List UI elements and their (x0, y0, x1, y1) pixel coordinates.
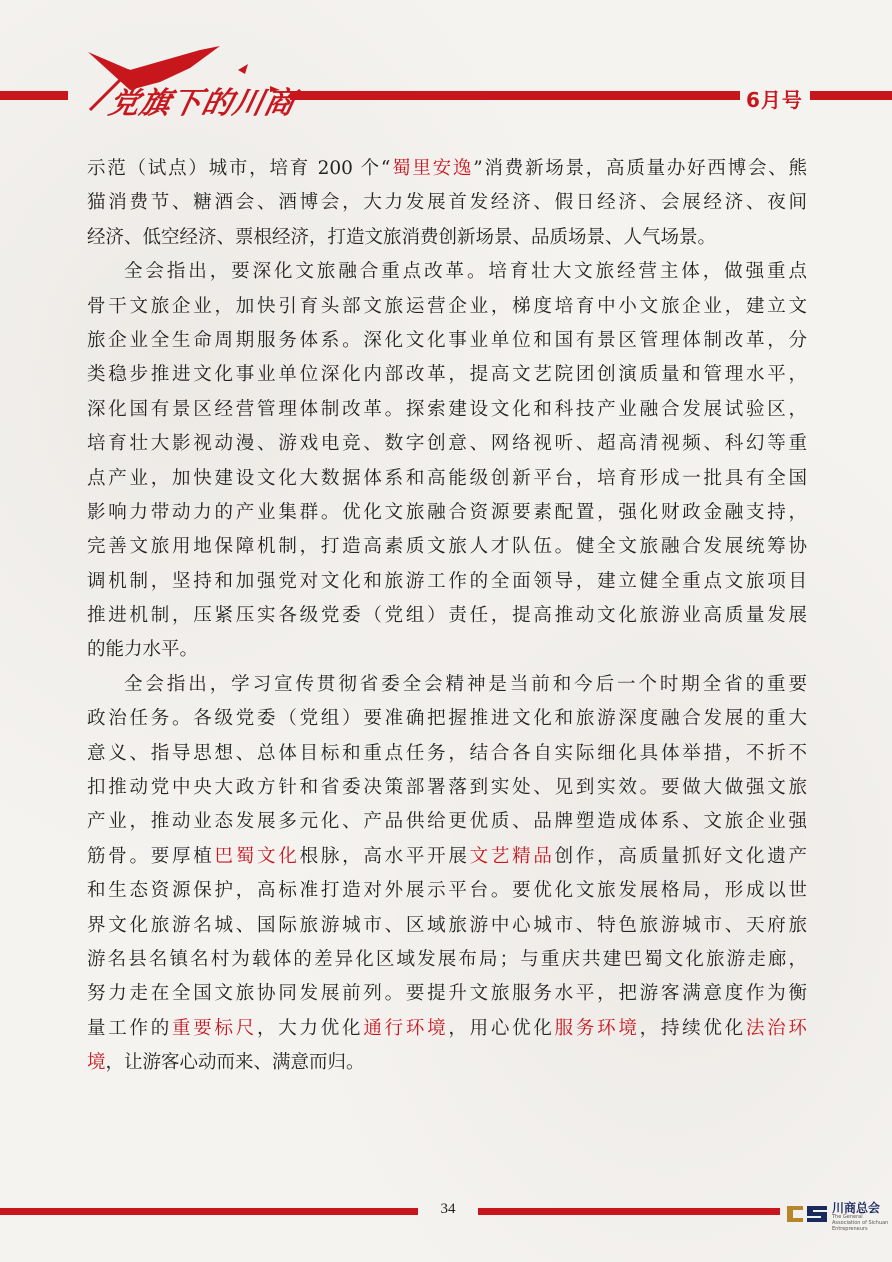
text-segment: ，让游客心动而来、满意而归。 (105, 1052, 365, 1074)
text-segment: 经济、低空经济、票根经济，打造文旅消费创新场景、品质场景、人气场景。 (87, 226, 717, 248)
text-segment: ”消费新场景，高质量办好西博会、熊 (473, 158, 807, 179)
highlighted-phrase: 重要标尺 (172, 1017, 258, 1039)
text-segment: 示范（试点）城市，培育 200 个“ (87, 158, 391, 179)
highlighted-phrase: 服务环境 (554, 1017, 640, 1039)
header-rule-right (810, 91, 892, 100)
article-body (87, 152, 807, 1081)
text-segment: 完善文旅用地保障机制，打造高素质文旅人才队伍。健全文旅融合发展统筹协 (87, 536, 807, 558)
text-line (87, 633, 807, 667)
highlighted-phrase: 通行环境 (363, 1017, 449, 1039)
text-segment: 旅企业全生命周期服务体系。深化文化事业单位和国有景区管理体制改革，分 (87, 329, 807, 351)
text-line (87, 462, 807, 496)
text-line (87, 565, 807, 599)
text-segment: 点产业，加快建设文化大数据体系和高能级创新平台，培育形成一批具有全国 (87, 467, 807, 489)
magazine-logo-text: 党旗下的川商 (105, 86, 299, 121)
text-segment: 深化国有景区经营管理体制改革。探索建设文化和科技产业融合发展试验区， (87, 398, 807, 420)
footer-logo-subtitle: The General Association of Sichuan Entrepreneurs (832, 1214, 889, 1232)
text-line (87, 977, 807, 1011)
text-segment: 培育壮大影视动漫、游戏电竞、数字创意、网络视听、超高清视频、科幻等重 (87, 433, 807, 455)
text-line (87, 393, 807, 427)
text-segment: ，大力优化 (257, 1017, 364, 1039)
text-segment: ，持续优化 (639, 1017, 746, 1039)
text-segment: 界文化旅游名城、国际旅游城市、区域旅游中心城市、特色旅游城市、天府旅 (87, 914, 807, 936)
text-segment: 的能力水平。 (87, 639, 199, 661)
text-segment: ，用心优化 (448, 1017, 555, 1039)
text-segment: 全会指出，学习宣传贯彻省委全会精神是当前和今后一个时期全省的重要 (124, 673, 807, 695)
text-segment: 游名县名镇名村为载体的差异化区域发展布局；与重庆共建巴蜀文化旅游走廊， (87, 948, 807, 970)
header-rule-left (0, 91, 68, 100)
highlighted-phrase: 法治环 (745, 1017, 807, 1039)
footer-rule-left (0, 1208, 418, 1215)
text-segment: 努力走在全国文旅协同发展前列。要提升文旅服务水平，把游客满意度作为衡 (87, 983, 807, 1005)
text-line (87, 358, 807, 392)
text-line (87, 1046, 807, 1080)
text-line (87, 874, 807, 908)
text-segment: 根脉，高水平开展 (299, 845, 470, 867)
text-line (87, 909, 807, 943)
text-segment: 推进机制，压紧压实各级党委（党组）责任，提高推动文化旅游业高质量发展 (87, 605, 807, 627)
highlighted-phrase: 境 (87, 1052, 106, 1074)
text-line (87, 324, 807, 358)
text-segment: 骨干文旅企业，加快引育头部文旅运营企业，梯度培育中小文旅企业，建立文 (87, 295, 807, 317)
header-rule-middle (290, 91, 740, 100)
text-segment: 类稳步推进文化事业单位深化内部改革，提高文艺院团创演质量和管理水平， (87, 364, 807, 386)
issue-label: 6月号 (746, 88, 803, 112)
text-segment: 扣推动党中央大政方针和省委决策部署落到实处、见到实效。要做大做强文旅 (87, 777, 807, 799)
text-segment: 调机制，坚持和加强党对文化和旅游工作的全面领导，建立健全重点文旅项目 (87, 570, 807, 592)
footer-rule-right (478, 1208, 780, 1215)
text-line (87, 496, 807, 530)
text-line (87, 943, 807, 977)
highlighted-phrase: 巴蜀文化 (214, 845, 300, 867)
text-line (87, 805, 807, 839)
text-line (87, 668, 807, 702)
page-number: 34 (440, 1201, 456, 1217)
text-segment: 产业，推动业态发展多元化、产品供给更优质、品牌塑造成体系、文旅企业强 (87, 811, 807, 833)
text-line (87, 290, 807, 324)
text-line (87, 152, 807, 186)
text-segment: 意义、指导思想、总体目标和重点任务，结合各自实际细化具体举措，不折不 (87, 742, 807, 764)
text-line (87, 1012, 807, 1046)
text-segment: 和生态资源保护，高标准打造对外展示平台。要优化文旅发展格局，形成以世 (87, 880, 807, 902)
highlighted-phrase: 蜀里安逸 (390, 158, 474, 179)
footer-logo-text: 川商总会 (832, 1201, 881, 1215)
text-line (87, 530, 807, 564)
text-segment: 筋骨。要厚植 (87, 845, 215, 867)
text-line (87, 221, 807, 255)
text-segment: 创作，高质量抓好文化遗产 (554, 845, 807, 867)
text-line (87, 737, 807, 771)
page-header (0, 0, 892, 140)
text-line (87, 427, 807, 461)
text-segment: 量工作的 (87, 1017, 173, 1039)
text-line (87, 186, 807, 220)
text-segment: 影响力带动力的产业集群。优化文旅融合资源要素配置，强化财政金融支持， (87, 501, 807, 523)
text-line (87, 702, 807, 736)
text-line (87, 771, 807, 805)
text-line (87, 599, 807, 633)
text-segment: 猫消费节、糖酒会、酒博会，大力发展首发经济、假日经济、会展经济、夜间 (87, 192, 807, 214)
text-line (87, 840, 807, 874)
text-line (87, 255, 807, 289)
text-segment: 政治任务。各级党委（党组）要准确把握推进文化和旅游深度融合发展的重大 (87, 708, 807, 730)
text-segment: 全会指出，要深化文旅融合重点改革。培育壮大文旅经营主体，做强重点 (124, 261, 807, 283)
highlighted-phrase: 文艺精品 (469, 845, 555, 867)
